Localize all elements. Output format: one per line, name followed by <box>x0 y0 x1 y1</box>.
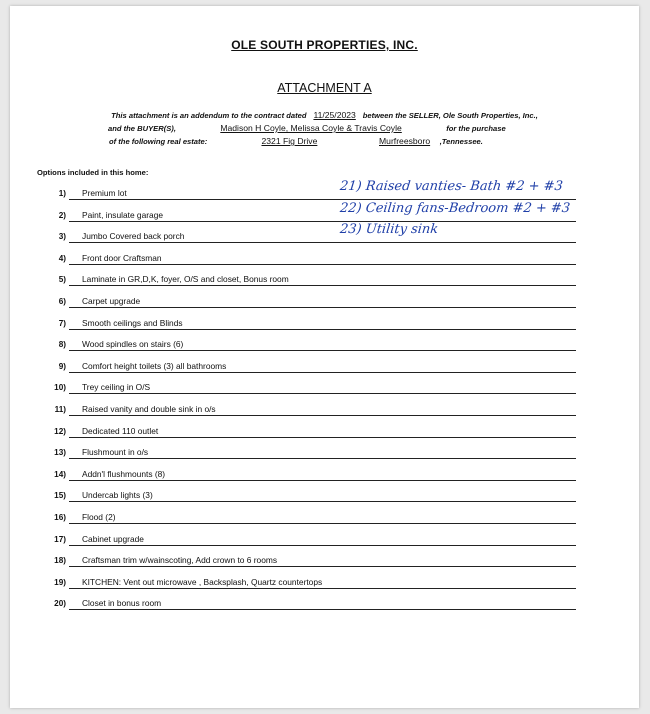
option-text: Raised vanity and double sink in o/s <box>82 404 216 414</box>
option-text: Paint, insulate garage <box>82 209 164 220</box>
option-row <box>10 532 639 548</box>
option-underline <box>69 307 576 308</box>
option-text: Closet in bonus room <box>82 598 162 609</box>
option-underline <box>69 609 576 610</box>
option-number: 18) <box>54 556 66 566</box>
option-text: Addn'l flushmounts (8) <box>82 468 166 479</box>
option-text: Flood (2) <box>82 512 116 522</box>
option-number: 3) <box>58 232 66 242</box>
option-underline <box>69 329 576 330</box>
option-underline <box>69 221 576 222</box>
option-number: 4) <box>58 253 66 263</box>
option-number: 20) <box>54 599 66 609</box>
property-address: 2321 Fig Drive <box>261 136 318 146</box>
intro-line-1 <box>10 110 639 120</box>
option-underline <box>69 437 576 438</box>
option-number: 19) <box>54 577 66 587</box>
handwritten-option: 21) Raised vanties- Bath #2 + #3 <box>339 179 564 194</box>
option-number: 11) <box>54 405 66 414</box>
option-row <box>10 424 639 440</box>
option-row <box>10 553 639 569</box>
option-number: 5) <box>58 275 66 285</box>
option-underline <box>69 372 576 373</box>
buyers-names: Madison H Coyle, Melissa Coyle & Travis Coyle <box>220 123 402 133</box>
option-row <box>10 337 639 353</box>
option-underline <box>69 393 576 394</box>
property-city: Murfreesboro <box>379 136 431 146</box>
option-row <box>10 488 639 504</box>
handwritten-option: 23) Utility sink <box>339 222 439 238</box>
document-page <box>10 6 639 708</box>
intro-line-1-suffix: between the SELLER, Ole South Properties, Inc., <box>362 111 538 120</box>
option-underline <box>69 242 576 243</box>
option-row <box>10 294 639 310</box>
option-text: Wood spindles on stairs (6) <box>82 339 184 350</box>
option-row <box>10 359 639 375</box>
option-underline <box>69 264 576 265</box>
option-number: 10) <box>54 383 66 393</box>
option-underline <box>69 523 576 524</box>
option-row <box>10 575 639 591</box>
company-name: OLE SOUTH PROPERTIES, INC. <box>231 38 418 52</box>
handwritten-option: 22) Ceiling fans-Bedroom #2 + #3 <box>339 200 571 216</box>
option-number: 14) <box>54 469 66 479</box>
contract-date: 11/25/2023 <box>313 110 356 120</box>
option-row <box>10 380 639 396</box>
option-row <box>10 445 639 461</box>
option-number: 15) <box>54 491 66 501</box>
option-underline <box>69 480 576 481</box>
option-underline <box>69 501 576 502</box>
intro-line-3-suffix: ,Tennessee. <box>439 137 483 146</box>
intro-line-2 <box>108 123 506 133</box>
intro-line-3 <box>109 136 483 146</box>
option-underline <box>69 415 576 416</box>
option-text: Trey ceiling in O/S <box>82 382 151 393</box>
option-underline <box>69 458 576 459</box>
option-underline <box>69 199 576 200</box>
option-row <box>10 402 639 418</box>
intro-line-2-suffix: for the purchase <box>446 124 506 133</box>
option-number: 1) <box>58 189 66 198</box>
option-text: Smooth ceilings and Blinds <box>82 317 183 328</box>
option-number: 6) <box>58 297 66 306</box>
option-text: Laminate in GR,D,K, foyer, O/S and closet, Bonus room <box>82 274 289 285</box>
intro-line-3-prefix: of the following real estate: <box>109 137 208 146</box>
option-underline <box>69 566 576 567</box>
option-row <box>10 251 639 267</box>
option-number: 17) <box>54 534 66 544</box>
option-text: Comfort height toilets (3) all bathrooms <box>82 360 227 371</box>
option-number: 16) <box>54 513 66 522</box>
option-row <box>10 596 639 612</box>
option-text: Jumbo Covered back porch <box>82 231 185 242</box>
option-text: Cabinet upgrade <box>82 533 144 544</box>
option-row <box>10 467 639 483</box>
option-text: Flushmount in o/s <box>82 447 149 458</box>
option-number: 2) <box>58 210 66 220</box>
options-title: Options included in this home: <box>37 168 149 177</box>
option-underline <box>69 588 576 589</box>
option-row <box>10 316 639 332</box>
option-row <box>10 200 639 224</box>
option-text: Front door Craftsman <box>82 252 162 263</box>
option-text: KITCHEN: Vent out microwave , Backsplash, Quartz countertops <box>82 576 323 587</box>
option-underline <box>69 545 576 546</box>
option-row <box>10 179 639 202</box>
intro-line-1-prefix: This attachment is an addendum to the contract dated <box>111 111 307 120</box>
option-text: Craftsman trim w/wainscoting, Add crown to 6 rooms <box>82 555 278 566</box>
intro-line-2-prefix: and the BUYER(S), <box>108 124 176 133</box>
option-text: Undercab lights (3) <box>82 490 153 501</box>
attachment-title: ATTACHMENT A <box>277 81 372 95</box>
option-number: 7) <box>58 318 66 328</box>
option-row <box>10 272 639 288</box>
option-row <box>10 222 639 245</box>
option-text: Carpet upgrade <box>82 296 141 306</box>
option-row <box>10 510 639 526</box>
option-text: Premium lot <box>82 188 127 198</box>
option-number: 8) <box>58 340 66 350</box>
option-underline <box>69 350 576 351</box>
option-underline <box>69 285 576 286</box>
option-number: 13) <box>54 448 66 458</box>
option-number: 12) <box>54 426 66 436</box>
option-number: 9) <box>58 361 66 371</box>
option-text: Dedicated 110 outlet <box>82 425 159 436</box>
